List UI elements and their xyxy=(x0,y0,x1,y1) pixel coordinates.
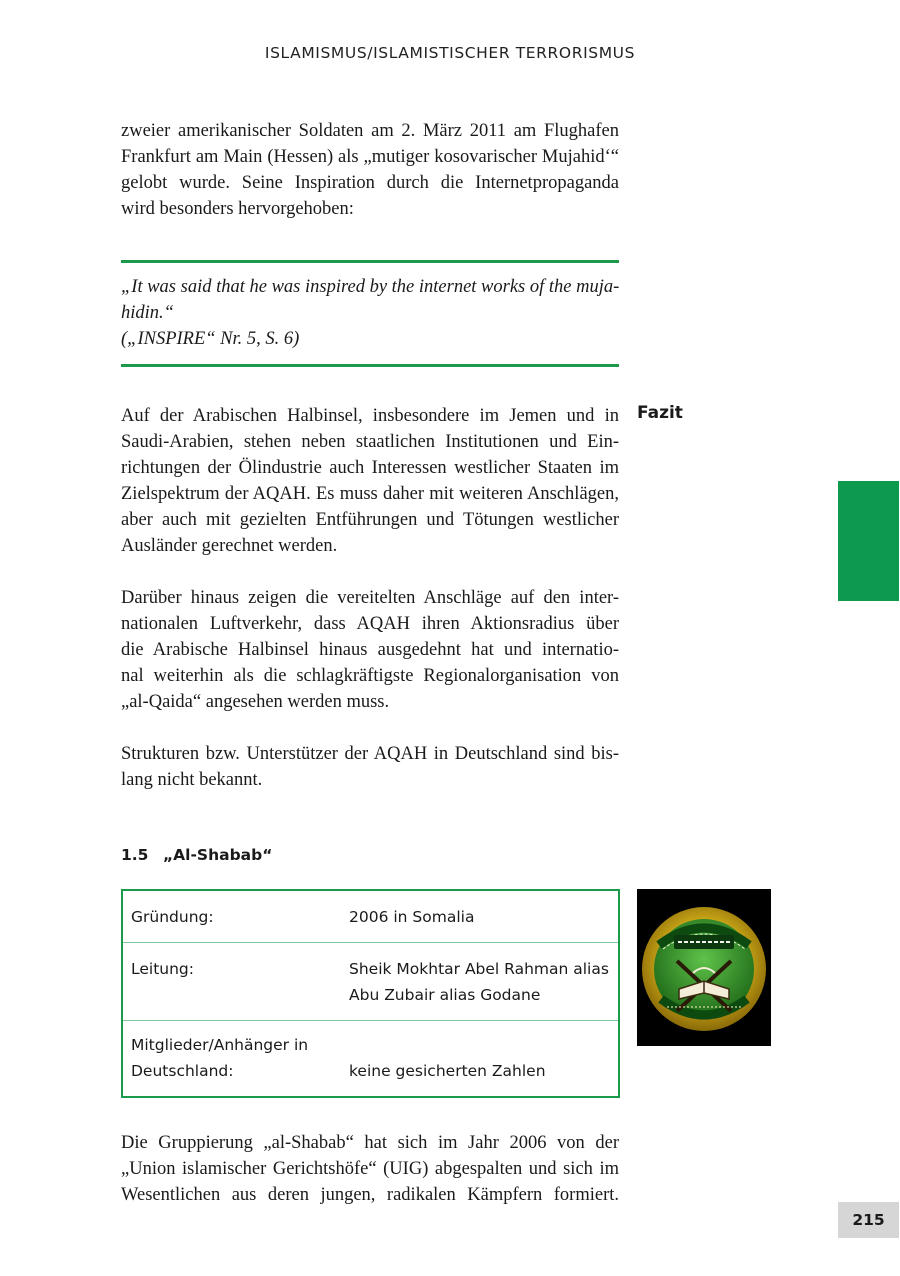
paragraph-line: Saudi-Arabien, stehen neben staatlichen Institutionen und Ein- xyxy=(121,432,619,452)
paragraph-line: richtungen der Ölindustrie auch Interessen westlicher Staaten im xyxy=(121,458,619,478)
leadership-value-line: Sheik Mokhtar Abel Rahman alias xyxy=(349,960,609,978)
chapter-tab-marker xyxy=(838,481,899,601)
quote-source: („INSPIRE“ Nr. 5, S. 6) xyxy=(121,329,300,349)
quote-block xyxy=(121,274,619,352)
paragraph-line: aber auch mit gezielten Entführungen und Tötungen westlicher xyxy=(121,510,619,530)
al-shabab-emblem-icon xyxy=(637,889,771,1046)
paragraph-line: lang nicht bekannt. xyxy=(121,770,263,790)
intro-line: Frankfurt am Main (Hessen) als „mutiger kosovarischer Mujahid‘“ xyxy=(121,147,619,167)
fazit-paragraph-1 xyxy=(121,403,619,559)
paragraph-line: Ausländer gerechnet werden. xyxy=(121,536,338,556)
fazit-paragraph-3 xyxy=(121,741,619,793)
quote-line: hidin.“ xyxy=(121,303,174,323)
paragraph-line: Zielspektrum der AQAH. Es muss daher mit weiteren Anschlägen, xyxy=(121,484,619,504)
founding-value: 2006 in Somalia xyxy=(349,908,475,926)
paragraph-line: „al-Qaida“ angesehen werden muss. xyxy=(121,692,390,712)
section-heading xyxy=(121,846,272,864)
paragraph-line: die Arabische Halbinsel hinaus ausgedehnt hat und internatio- xyxy=(121,640,619,660)
paragraph-line: Wesentlichen aus deren jungen, radikalen Kämpfern formiert. xyxy=(121,1185,619,1205)
members-label-line: Mitglieder/Anhänger in xyxy=(131,1036,309,1054)
founding-label: Gründung: xyxy=(131,908,214,926)
page-number: 215 xyxy=(838,1202,899,1238)
fazit-paragraph-2 xyxy=(121,585,619,715)
members-label-line: Deutschland: xyxy=(131,1062,234,1080)
table-row-founding xyxy=(123,891,618,943)
paragraph-line: nationalen Luftverkehr, dass AQAH ihren Aktionsradius über xyxy=(121,614,619,634)
table-row-leadership xyxy=(123,943,618,1021)
paragraph-line: Die Gruppierung „al-Shabab“ hat sich im Jahr 2006 von der xyxy=(121,1133,619,1153)
paragraph-line: „Union islamischer Gerichtshöfe“ (UIG) abgespalten und sich im xyxy=(121,1159,619,1179)
paragraph-line: Strukturen bzw. Unterstützer der AQAH in Deutschland sind bis- xyxy=(121,744,619,764)
quote-line: „It was said that he was inspired by the internet works of the muja- xyxy=(121,277,620,297)
paragraph-line: Auf der Arabischen Halbinsel, insbesondere im Jemen und in xyxy=(121,406,619,426)
info-table xyxy=(121,889,620,1098)
paragraph-line: Darüber hinaus zeigen die vereitelten Anschläge auf den inter- xyxy=(121,588,619,608)
members-value: keine gesicherten Zahlen xyxy=(349,1062,546,1080)
intro-line: zweier amerikanischer Soldaten am 2. März 2011 am Flughafen xyxy=(121,121,619,141)
leadership-value xyxy=(349,956,614,1008)
leadership-label: Leitung: xyxy=(131,960,194,978)
table-row-members xyxy=(123,1021,618,1096)
al-shabab-logo xyxy=(637,889,771,1046)
intro-paragraph xyxy=(121,118,619,222)
intro-line: gelobt wurde. Seine Inspiration durch die Internetpropaganda xyxy=(121,173,619,193)
quote-top-rule xyxy=(121,260,619,263)
closing-paragraph xyxy=(121,1130,619,1208)
members-label xyxy=(131,1032,341,1084)
paragraph-line: nal weiterhin als die schlagkräftigste Regionalorganisation von xyxy=(121,666,619,686)
running-head: ISLAMISMUS/ISLAMISTISCHER TERRORISMUS xyxy=(264,44,636,62)
section-title: „Al-Shabab“ xyxy=(163,846,273,864)
section-number: 1.5 xyxy=(121,846,149,864)
quote-bottom-rule xyxy=(121,364,619,367)
intro-line: wird besonders hervorgehoben: xyxy=(121,199,354,219)
margin-label-fazit: Fazit xyxy=(637,403,683,423)
leadership-value-line: Abu Zubair alias Godane xyxy=(349,986,541,1004)
